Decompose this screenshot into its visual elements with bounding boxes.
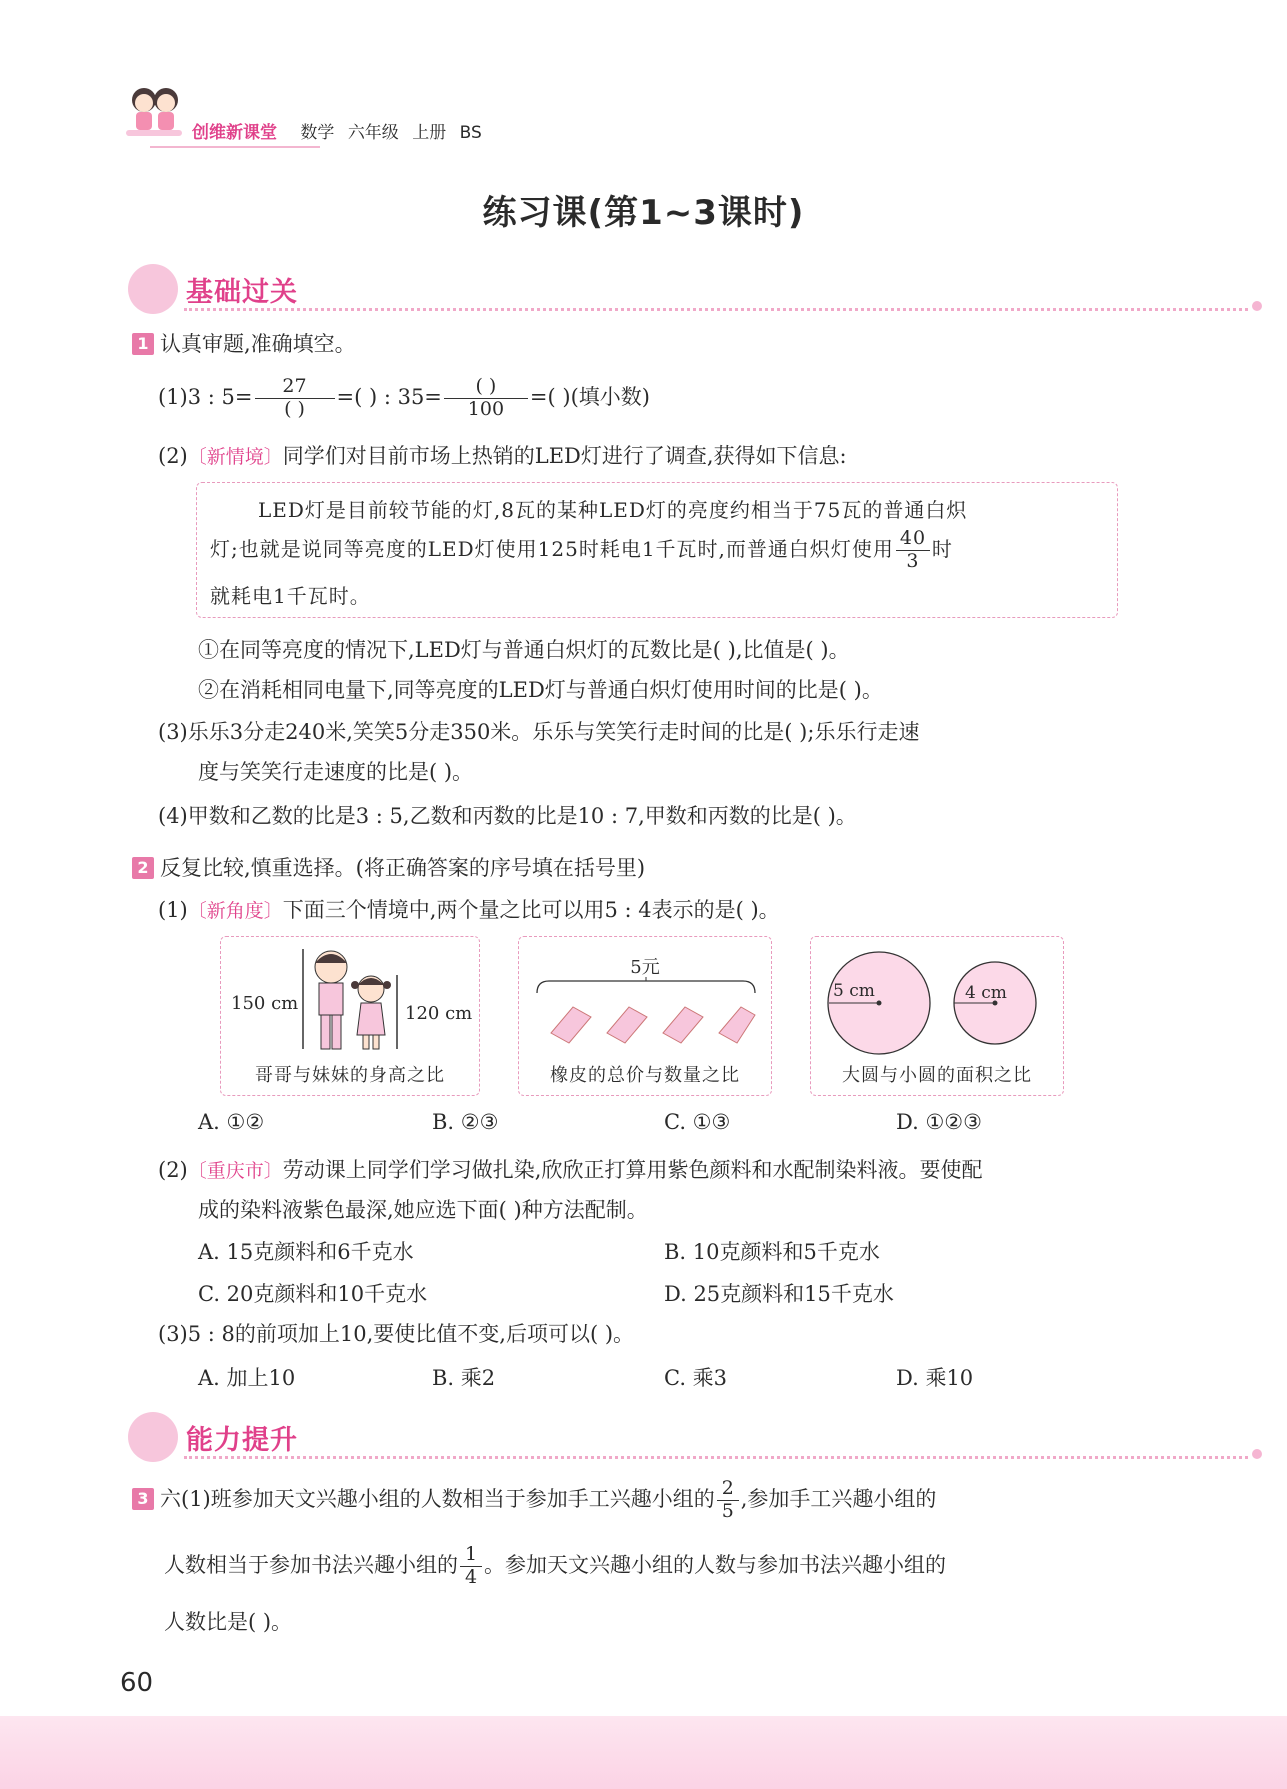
header-edition: BS <box>459 123 482 143</box>
frac-numerator: 40 <box>896 528 930 551</box>
q2-prompt-text: 反复比较,慎重选择。(将正确答案的序号填在括号里) <box>160 856 646 880</box>
siblings-illustration <box>301 945 411 1053</box>
q3-l2b: 。参加天文兴趣小组的人数与参加书法兴趣小组的 <box>484 1553 946 1577</box>
q1-part3-l2: 度与笑笑行走速度的比是( )。 <box>198 760 474 784</box>
info-line2 <box>210 528 953 573</box>
info-line1: LED灯是目前较节能的灯,8瓦的某种LED灯的亮度约相当于75瓦的普通白炽 <box>258 498 968 522</box>
card2-caption: 橡皮的总价与数量之比 <box>550 1065 740 1086</box>
page-title: 练习课(第1~3课时) <box>482 193 805 233</box>
frac-numerator: 1 <box>460 1544 482 1567</box>
q2-p2-b: 劳动课上同学们学习做扎染,欣欣正打算用紫色颜料和水配制染料液。要使配 <box>282 1158 983 1182</box>
frac-numerator: 27 <box>255 376 335 399</box>
card1-caption: 哥哥与妹妹的身高之比 <box>255 1065 445 1086</box>
info-line2a: 灯;也就是说同等亮度的LED灯使用125时耗电1千瓦时,而普通白炽灯使用 <box>210 536 894 561</box>
card-height <box>220 936 480 1096</box>
q1-p2-sub2: ②在消耗相同电量下,同等亮度的LED灯与普通白炽灯使用时间的比是( )。 <box>198 678 883 702</box>
q1-p1-frac1 <box>255 376 335 421</box>
info-line2b: 时 <box>931 536 953 561</box>
frac-numerator: 2 <box>717 1478 739 1501</box>
q2-badge: 2 <box>132 857 154 879</box>
q2-p1-option-c: C. ①③ <box>664 1110 731 1134</box>
q2-p2-option-c: C. 20克颜料和10千克水 <box>198 1282 428 1306</box>
footer-band <box>0 1716 1287 1789</box>
section-advanced-title: 能力提升 <box>186 1425 298 1456</box>
erasers-illustration <box>533 977 759 1047</box>
q1-p2-sub1: ①在同等亮度的情况下,LED灯与普通白炽灯的瓦数比是( ),比值是( )。 <box>198 638 850 662</box>
header-volume: 上册 <box>412 123 447 143</box>
q2-p1-option-b: B. ②③ <box>432 1110 499 1134</box>
frac-denominator: ( ) <box>284 398 305 420</box>
q2-p1-option-a: A. ①② <box>198 1110 265 1134</box>
q3-frac2 <box>460 1544 482 1589</box>
q2-part2-l2: 成的染料液紫色最深,她应选下面( )种方法配制。 <box>198 1198 648 1222</box>
q1-p1-a: (1)3 : 5= <box>158 385 253 409</box>
q1-part1 <box>158 368 650 426</box>
q1-p2-tag: 〔新情境〕 <box>187 446 283 468</box>
q1-p1-c: =( )(填小数) <box>529 385 650 409</box>
q2-p2-a: (2) <box>158 1158 188 1182</box>
q2-part2-l1 <box>158 1154 982 1184</box>
q1-part2 <box>158 440 847 470</box>
q1-p2-b: 同学们对目前市场上热销的LED灯进行了调查,获得如下信息: <box>282 444 847 468</box>
card2-label: 5元 <box>630 957 660 978</box>
section-basic <box>128 264 1128 316</box>
card3-caption: 大圆与小圆的面积之比 <box>842 1065 1032 1086</box>
q1-p2-a: (2) <box>158 444 188 468</box>
q1-prompt <box>132 328 356 358</box>
frac-denominator: 5 <box>721 1500 734 1522</box>
q3-frac1 <box>717 1478 739 1523</box>
q2-p2-option-b: B. 10克颜料和5千克水 <box>664 1240 880 1264</box>
q1-part3-l1: (3)乐乐3分走240米,笑笑5分走350米。乐乐与笑笑行走时间的比是( );乐乐行走速 <box>158 720 920 744</box>
q2-part3: (3)5 : 8的前项加上10,要使比值不变,后项可以( )。 <box>158 1322 635 1346</box>
card3-label2: 4 cm <box>965 983 1007 1003</box>
q2-p3-option-a: A. 加上10 <box>198 1366 296 1390</box>
q2-p2-option-a: A. 15克颜料和6千克水 <box>198 1240 414 1264</box>
frac-denominator: 100 <box>467 398 505 420</box>
q1-prompt-text: 认真审题,准确填空。 <box>160 332 356 356</box>
q2-p1-option-d: D. ①②③ <box>896 1110 982 1134</box>
q3-line1 <box>132 1474 936 1524</box>
q2-p1-tag: 〔新角度〕 <box>187 900 283 922</box>
q2-prompt <box>132 852 645 882</box>
circles-illustration <box>825 947 1051 1059</box>
q3-badge: 3 <box>132 1488 154 1510</box>
header-bar <box>192 118 482 143</box>
q2-part1 <box>158 894 780 924</box>
q2-p3-option-b: B. 乘2 <box>432 1366 496 1390</box>
q1-p1-frac2 <box>444 376 528 421</box>
q2-p3-option-d: D. 乘10 <box>896 1366 974 1390</box>
header-mascot <box>124 82 184 138</box>
frac-denominator: 3 <box>906 549 920 572</box>
q1-badge: 1 <box>132 333 154 355</box>
section-divider <box>184 308 1248 311</box>
q2-p1-b: 下面三个情境中,两个量之比可以用5 : 4表示的是( )。 <box>282 898 780 922</box>
q3-line3: 人数比是( )。 <box>164 1610 293 1634</box>
card1-label1: 150 cm <box>231 993 299 1014</box>
section-basic-title: 基础过关 <box>186 277 298 308</box>
q2-p1-a: (1) <box>158 898 188 922</box>
q2-p2-tag: 〔重庆市〕 <box>187 1160 283 1182</box>
q1-p1-b: =( ) : 35= <box>336 385 442 409</box>
q3-l2a: 人数相当于参加书法兴趣小组的 <box>164 1553 458 1577</box>
frac-numerator: ( ) <box>444 376 528 399</box>
header-brand: 创维新课堂 <box>192 123 277 143</box>
frac-denominator: 4 <box>464 1566 478 1588</box>
info-frac <box>896 528 930 573</box>
info-line3: 就耗电1千瓦时。 <box>210 584 371 608</box>
q3-line2 <box>164 1540 946 1590</box>
header-rule <box>150 146 320 148</box>
card3-label1: 5 cm <box>833 981 875 1001</box>
header-grade: 六年级 <box>347 123 399 143</box>
section-advanced-icon <box>128 1412 178 1462</box>
q3-l1b: ,参加手工兴趣小组的 <box>740 1487 937 1511</box>
section-divider <box>184 1456 1248 1459</box>
section-advanced <box>128 1412 1128 1464</box>
card-circles <box>810 936 1064 1096</box>
q1-part4: (4)甲数和乙数的比是3 : 5,乙数和丙数的比是10 : 7,甲数和丙数的比是( )。 <box>158 804 857 828</box>
q2-p2-option-d: D. 25克颜料和15千克水 <box>664 1282 894 1306</box>
page-number: 60 <box>120 1668 154 1698</box>
section-basic-icon <box>128 264 178 314</box>
q2-p3-option-c: C. 乘3 <box>664 1366 728 1390</box>
card1-label2: 120 cm <box>405 1003 473 1024</box>
header-subject: 数学 <box>300 123 335 143</box>
card-erasers <box>518 936 772 1096</box>
q3-l1a: 六(1)班参加天文兴趣小组的人数相当于参加手工兴趣小组的 <box>160 1487 715 1511</box>
